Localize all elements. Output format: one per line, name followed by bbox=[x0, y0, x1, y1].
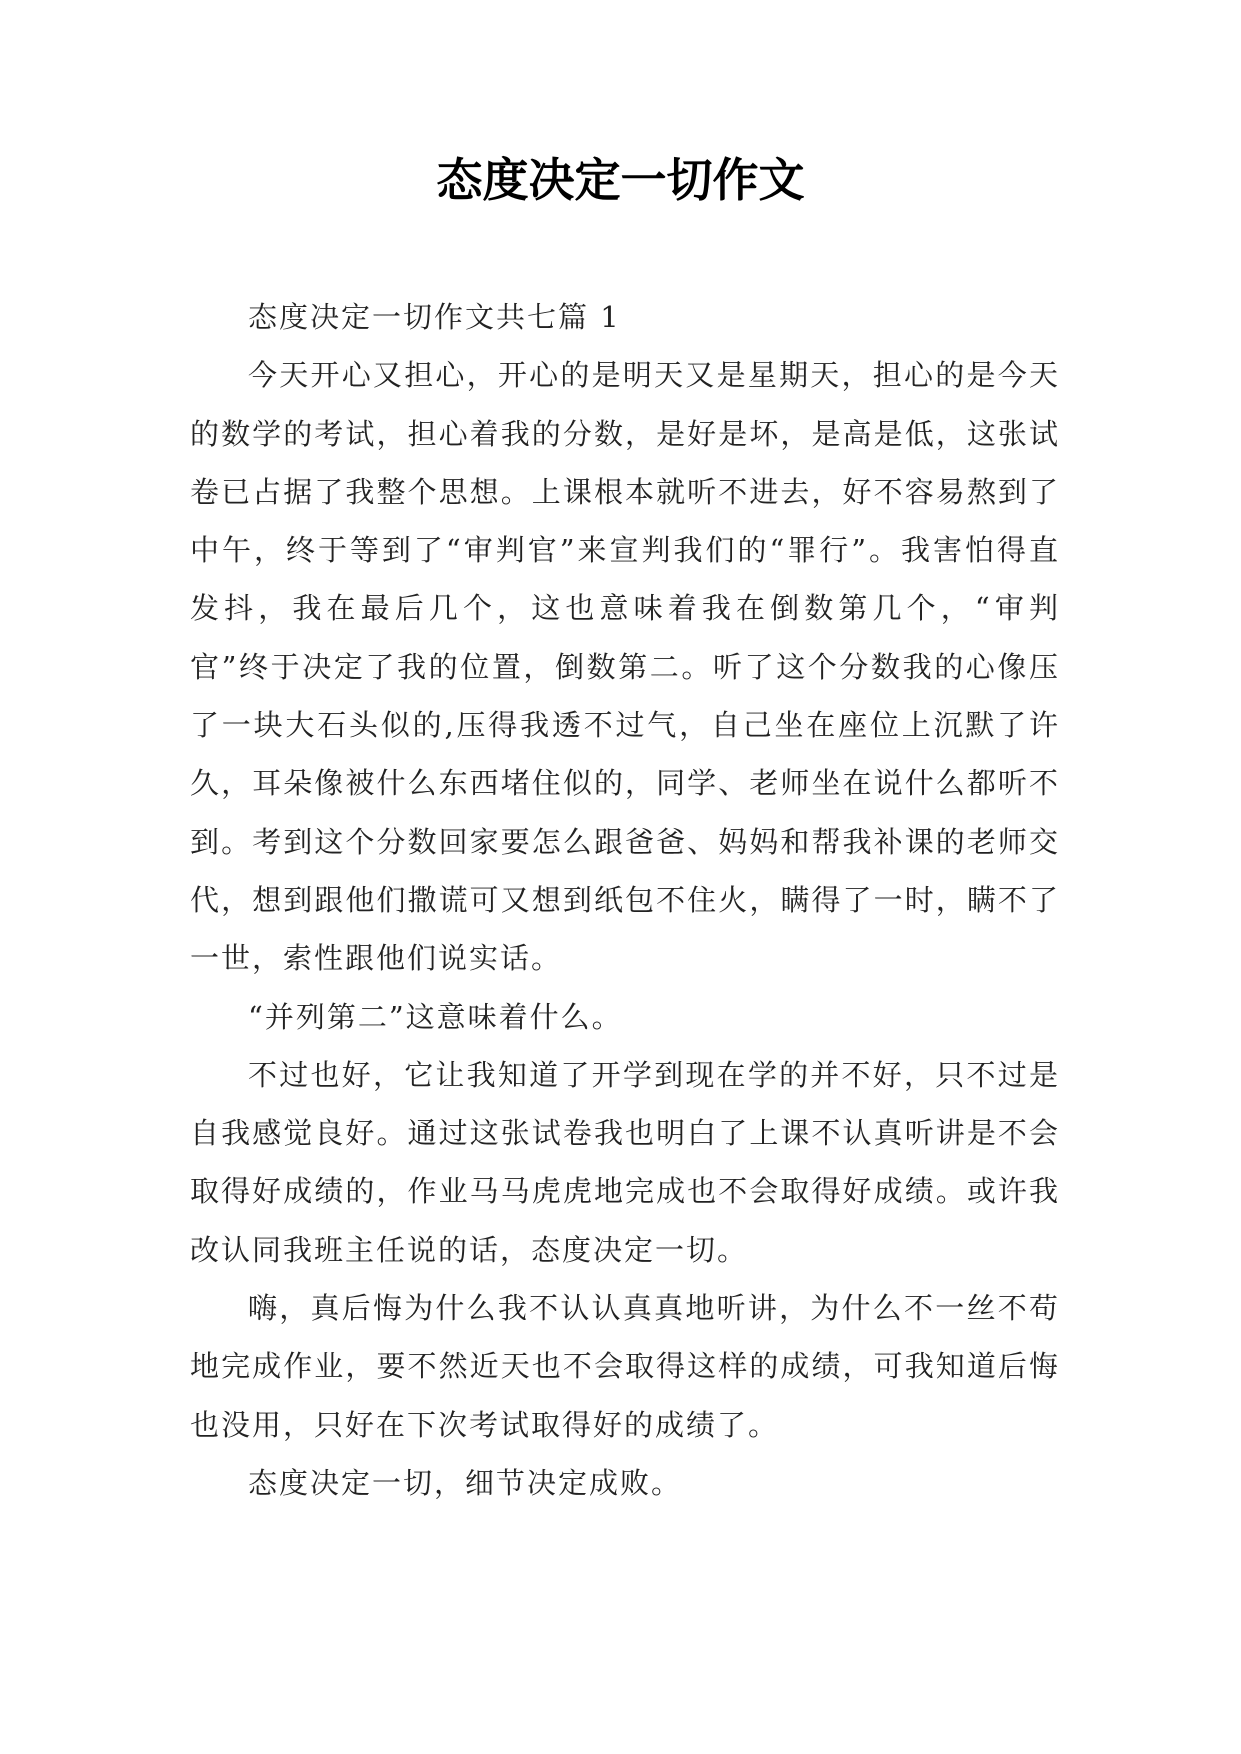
paragraph: 嗨，真后悔为什么我不认认真真地听讲，为什么不一丝不苟地完成作业，要不然近天也不会取得这样的成绩，可我知道后悔也没用，只好在下次考试取得好的成绩了。 bbox=[190, 1291, 1060, 1442]
paragraph-subtitle: 态度决定一切作文共七篇 1 bbox=[248, 300, 621, 334]
document-title: 态度决定一切作文 bbox=[436, 153, 805, 207]
document-body bbox=[190, 288, 1060, 1512]
paragraph: 不过也好，它让我知道了开学到现在学的并不好，只不过是自我感觉良好。通过这张试卷我也明白了上课不认真听讲是不会取得好成绩的，作业马马虎虎地完成也不会取得好成绩。或许我改认同我班主任说的话，态度决定一切。 bbox=[190, 1057, 1060, 1267]
paragraph: 态度决定一切，细节决定成败。 bbox=[248, 1465, 683, 1500]
paragraph: “并列第二”这意味着什么。 bbox=[248, 999, 623, 1034]
paragraph: 今天开心又担心，开心的是明天又是星期天，担心的是今天的数学的考试，担心着我的分数，是好是坏，是高是低，这张试卷已占据了我整个思想。上课根本就听不进去，好不容易熬到了中午，终于等到了“审判官”来宣判我们的“罪行”。我害怕得直发抖，我在最后几个，这也意味着我在倒数第几个，“审判官”终于决定了我的位置，倒数第二。听了这个分数我的心像压了一块大石头似的,压得我透不过气，自己坐在座位上沉默了许久，耳朵像被什么东西堵住似的，同学、老师坐在说什么都听不到。考到这个分数回家要怎么跟爸爸、妈妈和帮我补课的老师交代，想到跟他们撒谎可又想到纸包不住火，瞒得了一时，瞒不了一世，索性跟他们说实话。 bbox=[190, 358, 1060, 976]
